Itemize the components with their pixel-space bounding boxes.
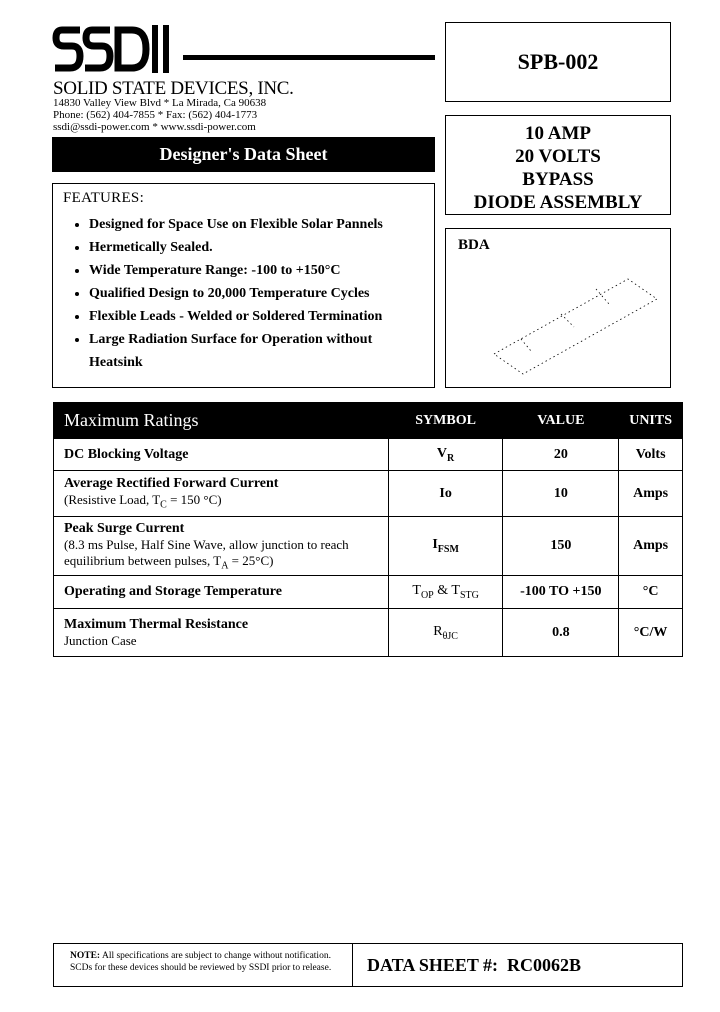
package-label: BDA [458,237,490,253]
part-summary-box [445,115,671,215]
company-address: 14830 Valley View Blvd * La Mirada, Ca 90638 [53,97,267,109]
rating-value: 10 [503,471,619,517]
rating-symbol: $R_{\theta JC}$ [388,609,503,657]
rating-units: Amps [619,471,683,517]
header-rule [183,55,435,60]
data-sheet-number: DATA SHEET #: RC0062B [367,955,582,975]
maximum-ratings-table [53,402,683,657]
type-assembly: DIODE ASSEMBLY [473,192,643,213]
package-drawing [446,229,670,387]
rating-units: °C [619,576,683,609]
rating-value: 150 [503,517,619,576]
part-number-box [445,22,671,102]
footer-box [53,943,683,987]
rating-name-cell: Peak Surge Current (8.3 ms Pulse, Half Sine Wave, allow junction to reach equilibrium between pulses, $T_A = 25^\circ C$) [54,517,389,576]
table-row [54,517,683,576]
rating-value: 0.8 [503,609,619,657]
rating-name-cell: Average Rectified Forward Current (Resistive Load, $T_C = 150$ °C) [54,471,389,517]
rating-name: Operating and Storage Temperature [54,576,389,609]
rating-volts: 20 VOLTS [515,146,601,167]
footer-note: NOTE: All specifications are subject to change without notification. SCDs for these devices should be reviewed by SSDI prior to release. [54,944,353,986]
rating-symbol: $T_{OP}$ & $T_{STG}$ [388,576,503,609]
rating-value: -100 TO +150 [503,576,619,609]
company-web: ssdi@ssdi-power.com * www.ssdi-power.com [53,121,256,133]
feature-item: • Large Radiation Surface for Operation without Heatsink [89,328,424,374]
company-phone: Phone: (562) 404-7855 * Fax: (562) 404-1773 [53,109,258,121]
feature-item: • Flexible Leads - Welded or Soldered Termination [89,305,424,328]
rating-amp: 10 AMP [525,123,591,144]
table-header-row [54,403,683,439]
rating-units: Amps [619,517,683,576]
features-box [52,183,435,388]
feature-item: • Designed for Space Use on Flexible Solar Pannels [89,213,424,236]
rating-value: 20 [503,439,619,471]
rating-name: DC Blocking Voltage [54,439,389,471]
feature-item: • Wide Temperature Range: -100 to +150°C [89,259,424,282]
rating-symbol: $V_R$ [388,439,503,471]
rating-name-cell: Maximum Thermal Resistance Junction Case [54,609,389,657]
rating-units: °C/W [619,609,683,657]
feature-item: • Qualified Design to 20,000 Temperature Cycles [89,282,424,305]
table-row [54,576,683,609]
header-value: VALUE [503,403,619,439]
company-name: SOLID STATE DEVICES, INC. [53,78,294,99]
type-bypass: BYPASS [522,169,594,190]
part-number: SPB-002 [517,49,599,74]
rating-units: Volts [619,439,683,471]
header-ratings: Maximum Ratings [54,403,389,439]
table-row [54,609,683,657]
header-units: UNITS [619,403,683,439]
table-row [54,439,683,471]
designers-data-sheet-banner: Designer's Data Sheet [52,137,435,172]
table-row [54,471,683,517]
features-title: FEATURES: [63,190,145,206]
ssdi-logo [52,22,172,76]
rating-symbol: Io [388,471,503,517]
header-symbol: SYMBOL [388,403,503,439]
rating-symbol: $I_{FSM}$ [388,517,503,576]
feature-item: • Hermetically Sealed. [89,236,424,259]
package-box [445,228,671,388]
